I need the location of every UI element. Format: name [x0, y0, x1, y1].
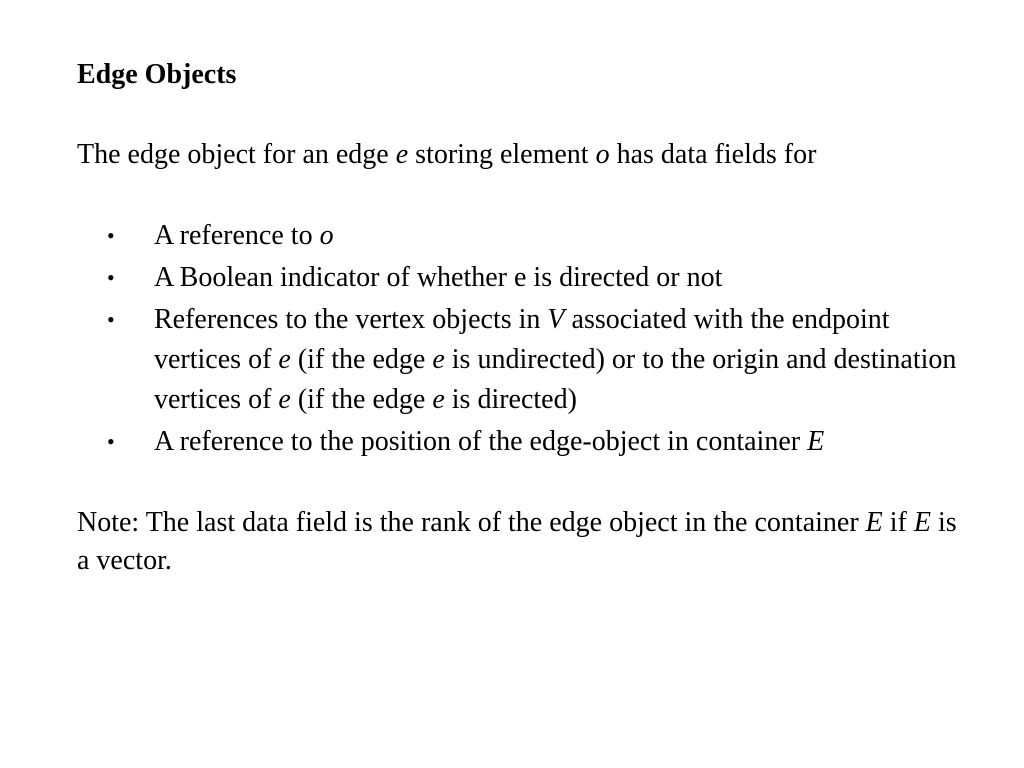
list-item — [77, 216, 957, 256]
intro-text: The edge object for an edge — [77, 139, 396, 170]
note-text: Note: The last data field is the rank of the edge object in the container — [77, 507, 866, 538]
bullet-icon: • — [107, 223, 115, 248]
note-text: if — [882, 507, 914, 538]
list-item-text: (if the edge — [290, 344, 433, 375]
note-paragraph — [77, 504, 957, 580]
list-item-text: A reference to the position of the edge-object in container — [154, 426, 808, 457]
list-item-text: associated with the endpoint vertices of — [154, 304, 890, 375]
list-item-text: is undirected) or to the origin and destination vertices of — [154, 344, 957, 415]
list-item — [77, 422, 957, 462]
slide-content — [77, 56, 957, 580]
variable-E: E — [913, 507, 931, 538]
data-fields-list — [77, 216, 957, 462]
bullet-icon: • — [107, 307, 115, 332]
variable-e: e — [432, 344, 445, 375]
intro-text: storing element — [408, 139, 596, 170]
variable-e: e — [432, 384, 445, 415]
variable-o: o — [319, 220, 334, 251]
intro-text: has data fields for — [609, 139, 817, 170]
bullet-icon: • — [107, 429, 115, 454]
list-item-text: A Boolean indicator of whether e is directed or not — [154, 262, 723, 293]
list-item-text: is directed) — [444, 384, 577, 415]
list-item-text: (if the edge — [290, 384, 433, 415]
intro-paragraph — [77, 136, 957, 174]
slide-title: Edge Objects — [77, 59, 237, 90]
variable-E: E — [865, 507, 883, 538]
note-text: is a vector. — [77, 507, 957, 576]
variable-e: e — [278, 344, 291, 375]
variable-o: o — [595, 139, 610, 170]
list-item-text: A reference to — [154, 220, 320, 251]
list-item-text: References to the vertex objects in — [154, 304, 548, 335]
list-item — [77, 300, 957, 420]
variable-E: E — [807, 426, 825, 457]
variable-e: e — [278, 384, 291, 415]
list-item — [77, 258, 957, 298]
variable-V: V — [547, 304, 565, 335]
variable-e: e — [395, 139, 409, 170]
bullet-icon: • — [107, 265, 115, 290]
